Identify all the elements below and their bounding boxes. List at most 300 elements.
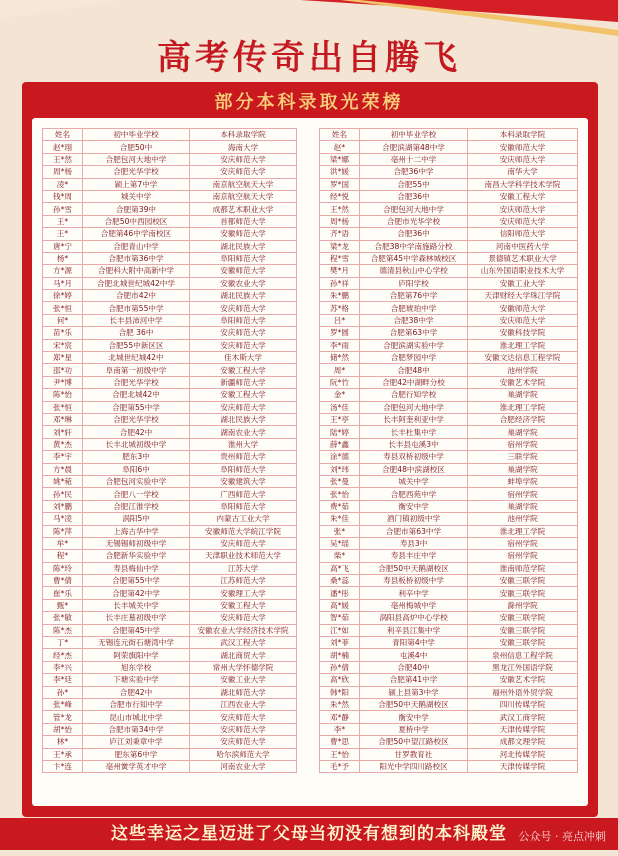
middle-school: 合肥市光华学校 — [360, 215, 468, 227]
student-name: 王*亭 — [320, 413, 360, 425]
table-row — [320, 339, 578, 351]
middle-school: 合肥江淮学校 — [83, 500, 190, 512]
admitted-college: 江西农业大学 — [190, 698, 297, 710]
admitted-college: 安徽三联学院 — [468, 575, 578, 587]
middle-school: 长丰城关中学 — [83, 599, 190, 611]
table-row — [43, 166, 297, 178]
table-row — [43, 327, 297, 339]
student-name: 林* — [43, 736, 83, 748]
admitted-college: 安徽建筑大学 — [190, 475, 297, 487]
student-name: 李*宇 — [43, 451, 83, 463]
admitted-college: 哈尔滨师范大学 — [190, 748, 297, 760]
student-name: 孙*祥 — [320, 277, 360, 289]
table-row — [43, 153, 297, 165]
table-row — [43, 711, 297, 723]
student-name: 姚*菀 — [43, 475, 83, 487]
admitted-college: 湖北民族大学 — [190, 413, 297, 425]
middle-school: 合肥第76中学 — [360, 290, 468, 302]
middle-school: 庐江刘秉章中学 — [83, 736, 190, 748]
student-name: 杨* — [43, 252, 83, 264]
admitted-college: 安徽文达信息工程学院 — [468, 352, 578, 364]
student-name: 桑*蕊 — [320, 575, 360, 587]
table-row — [43, 389, 297, 401]
student-name: 宋*宸 — [43, 339, 83, 351]
table-row — [320, 736, 578, 748]
student-name: 王* — [43, 215, 83, 227]
admitted-college: 湖北师范大学 — [190, 686, 297, 698]
table-row — [43, 513, 297, 525]
middle-school: 合肥55中新区区 — [83, 339, 190, 351]
admitted-college: 江苏师范大学 — [190, 575, 297, 587]
admitted-college: 湖南农业大学 — [190, 426, 297, 438]
student-name: 樊*月 — [320, 265, 360, 277]
admitted-college: 合肥经济学院 — [468, 413, 578, 425]
middle-school: 合肥包河大地中学 — [360, 203, 468, 215]
middle-school: 合肥第41中学 — [360, 674, 468, 686]
table-row — [43, 178, 297, 190]
middle-school: 合肥科大附中高新中学 — [83, 265, 190, 277]
middle-school: 合肥第42中学 — [83, 587, 190, 599]
middle-school: 肥东第6中学 — [83, 748, 190, 760]
admitted-college: 成都艺术职业大学 — [190, 203, 297, 215]
table-row — [320, 661, 578, 673]
admitted-college: 四川传媒学院 — [468, 698, 578, 710]
student-name: 程* — [43, 550, 83, 562]
admitted-college: 安庆师范大学 — [190, 302, 297, 314]
table-row — [320, 240, 578, 252]
table-row — [43, 562, 297, 574]
middle-school: 合肥36中 — [360, 228, 468, 240]
middle-school: 合肥光华学校 — [83, 376, 190, 388]
middle-school: 衡安中学 — [360, 711, 468, 723]
table-row — [43, 698, 297, 710]
admitted-college: 安徽三联学院 — [468, 637, 578, 649]
middle-school: 合肥48中 — [360, 364, 468, 376]
board-subtitle: 部分本科录取光荣榜 — [214, 92, 404, 113]
middle-school: 北城世纪城42中 — [83, 352, 190, 364]
student-name: 凌* — [43, 178, 83, 190]
admitted-college: 安徽师范大学 — [468, 141, 578, 153]
table-row — [43, 723, 297, 735]
table-row — [320, 203, 578, 215]
student-name: 张*曼 — [320, 475, 360, 487]
middle-school: 合肥50中西园校区 — [83, 215, 190, 227]
student-name: 汤*佳 — [320, 401, 360, 413]
middle-school: 合肥42中 — [83, 686, 190, 698]
student-name: 赵* — [320, 141, 360, 153]
admitted-college: 景德镇艺术职业大学 — [468, 252, 578, 264]
middle-school: 合肥第39中 — [83, 203, 190, 215]
table-row — [43, 537, 297, 549]
table-row — [43, 364, 297, 376]
student-name: 王*然 — [320, 203, 360, 215]
middle-school: 阜南第一初级中学 — [83, 364, 190, 376]
admitted-college: 新疆师范大学 — [190, 376, 297, 388]
student-name: 孙* — [43, 686, 83, 698]
student-name: 费*茹 — [320, 500, 360, 512]
admitted-college: 安庆师范大学 — [468, 153, 578, 165]
table-row — [320, 748, 578, 760]
table-row — [320, 537, 578, 549]
admitted-college: 阜阳师范大学 — [190, 463, 297, 475]
student-name: 唐*宁 — [43, 240, 83, 252]
middle-school: 合肥 36中 — [83, 327, 190, 339]
student-name: 李* — [320, 723, 360, 735]
middle-school: 合肥市第63中学 — [360, 525, 468, 537]
page-title: 高考传奇出自腾飞 — [157, 38, 461, 78]
admitted-college: 安徽师范大学 — [190, 228, 297, 240]
student-name: 郑*星 — [43, 352, 83, 364]
middle-school: 颍上县第3中学 — [360, 686, 468, 698]
middle-school: 合肥36中学 — [360, 166, 468, 178]
table-row — [43, 438, 297, 450]
middle-school: 合肥50中望江路校区 — [360, 736, 468, 748]
middle-school: 合肥青山中学 — [83, 240, 190, 252]
table-row — [320, 612, 578, 624]
table-row — [320, 624, 578, 636]
student-name: 丁* — [43, 637, 83, 649]
student-name: 苏*格 — [320, 302, 360, 314]
admitted-college: 安徽工程大学 — [468, 190, 578, 202]
middle-school: 合肥滨湖第48中学 — [360, 141, 468, 153]
student-name: 张*峰 — [43, 698, 83, 710]
student-name: 罗*圆 — [320, 327, 360, 339]
admitted-college: 南昌大学科学技术学院 — [468, 178, 578, 190]
student-name: 孙*民 — [43, 488, 83, 500]
admitted-college: 阜阳师范大学 — [190, 314, 297, 326]
admitted-college: 安庆师范大学 — [190, 537, 297, 549]
admitted-college: 宿州学院 — [468, 550, 578, 562]
middle-school: 酒门镇初级中学 — [360, 513, 468, 525]
admitted-college: 安徽三联学院 — [468, 587, 578, 599]
admitted-college: 安庆师范大学 — [190, 401, 297, 413]
table-row — [320, 413, 578, 425]
table-row — [43, 376, 297, 388]
middle-school: 合肥新华实验中学 — [83, 550, 190, 562]
account-watermark: 公众号 · 亮点冲刺 — [518, 830, 606, 843]
admitted-college: 淮北理工学院 — [468, 339, 578, 351]
admitted-college: 安徽工业大学 — [468, 277, 578, 289]
admitted-college: 广西师范大学 — [190, 488, 297, 500]
student-name: 钱*周 — [43, 190, 83, 202]
middle-school: 长丰北城初级中学 — [83, 438, 190, 450]
table-row — [43, 451, 297, 463]
middle-school: 合肥市第36中学 — [83, 252, 190, 264]
table-row — [320, 550, 578, 562]
admitted-college: 巢湖学院 — [468, 463, 578, 475]
table-row — [320, 525, 578, 537]
column-header: 姓名 — [43, 129, 83, 141]
admitted-college: 湖北民族大学 — [190, 240, 297, 252]
student-name: 王*承 — [43, 748, 83, 760]
table-row — [320, 314, 578, 326]
table-row — [320, 451, 578, 463]
middle-school: 肥东3中 — [83, 451, 190, 463]
student-name: 陈*怡 — [43, 389, 83, 401]
admitted-college: 天津财经大学珠江学院 — [468, 290, 578, 302]
table-row — [43, 525, 297, 537]
admitted-college: 湖北商贸大学 — [190, 649, 297, 661]
table-row — [320, 500, 578, 512]
table-row — [320, 302, 578, 314]
student-name: 卞*连 — [43, 760, 83, 772]
table-row — [43, 661, 297, 673]
column-header: 本科录取学院 — [468, 129, 578, 141]
admitted-college: 河北传媒学院 — [468, 748, 578, 760]
table-row — [320, 290, 578, 302]
table-row — [320, 686, 578, 698]
middle-school: 青阳第4中学 — [360, 637, 468, 649]
table-row — [320, 463, 578, 475]
table-row — [43, 413, 297, 425]
left-admission-table — [42, 128, 297, 773]
table-row — [43, 550, 297, 562]
table-header-row — [43, 129, 297, 141]
middle-school: 合肥50中天鹅湖校区 — [360, 698, 468, 710]
admitted-college: 安徽师范大学 — [468, 302, 578, 314]
admitted-college: 海南大学 — [190, 141, 297, 153]
table-row — [43, 624, 297, 636]
admitted-college: 安庆师范大学 — [190, 327, 297, 339]
middle-school: 利辛县江集中学 — [360, 624, 468, 636]
admitted-college: 武汉工商学院 — [468, 711, 578, 723]
student-name: 高*欣 — [320, 674, 360, 686]
student-name: 曹*思 — [320, 736, 360, 748]
table-row — [320, 190, 578, 202]
student-name: 储*然 — [320, 352, 360, 364]
table-row — [320, 698, 578, 710]
table-row — [320, 513, 578, 525]
table-row — [320, 562, 578, 574]
admitted-college: 南京航空航天大学 — [190, 190, 297, 202]
table-row — [320, 426, 578, 438]
student-name: 刘*菲 — [320, 637, 360, 649]
middle-school: 合肥50中天鹅湖校区 — [360, 562, 468, 574]
middle-school: 合肥第46中学南校区 — [83, 228, 190, 240]
table-row — [43, 736, 297, 748]
student-name: 周* — [320, 364, 360, 376]
table-row — [43, 488, 297, 500]
student-name: 陈*萍 — [43, 525, 83, 537]
middle-school: 合肥北城世纪城42中学 — [83, 277, 190, 289]
middle-school: 庐阳学校 — [360, 277, 468, 289]
middle-school: 合肥北城42中 — [83, 389, 190, 401]
admitted-college: 安庆师范大学 — [468, 215, 578, 227]
student-name: 方*源 — [43, 265, 83, 277]
student-name: 邵*功 — [43, 364, 83, 376]
admitted-college: 南京航空航天大学 — [190, 178, 297, 190]
table-row — [320, 228, 578, 240]
student-name: 张*恒 — [43, 401, 83, 413]
admitted-college: 安徽艺术学院 — [468, 674, 578, 686]
admitted-college: 河南中医药大学 — [468, 240, 578, 252]
middle-school: 合肥滨湖实验中学 — [360, 339, 468, 351]
admitted-college: 泉州信息工程学院 — [468, 649, 578, 661]
student-name: 涂*德 — [320, 451, 360, 463]
middle-school: 合肥光华学校 — [83, 413, 190, 425]
admitted-college: 淮州大学 — [190, 438, 297, 450]
student-name: 程*雪 — [320, 252, 360, 264]
student-name: 尹*博 — [43, 376, 83, 388]
table-row — [43, 500, 297, 512]
table-row — [43, 575, 297, 587]
admitted-college: 安庆师范大学 — [190, 736, 297, 748]
middle-school: 合肥市第34中学 — [83, 723, 190, 735]
table-row — [320, 587, 578, 599]
column-header: 初中毕业学校 — [360, 129, 468, 141]
student-name: 高*飞 — [320, 562, 360, 574]
middle-school: 合肥第45中学森林城校区 — [360, 252, 468, 264]
table-row — [43, 352, 297, 364]
table-row — [320, 599, 578, 611]
footer-slogan: 这些幸运之星迈进了父母当初没有想到的本科殿堂 — [0, 818, 618, 850]
student-name: 马*月 — [43, 277, 83, 289]
table-header-row — [320, 129, 578, 141]
student-name: 管*龙 — [43, 711, 83, 723]
middle-school: 合肥36中 — [360, 190, 468, 202]
admitted-college: 安庆师范大学 — [190, 723, 297, 735]
student-name: 高*媛 — [320, 599, 360, 611]
student-name: 崔*乐 — [43, 587, 83, 599]
table-row — [43, 426, 297, 438]
student-name: 吴*瑶 — [320, 537, 360, 549]
middle-school: 寿县双桥初级中学 — [360, 451, 468, 463]
admitted-college: 淮北理工学院 — [468, 401, 578, 413]
table-row — [43, 141, 297, 153]
student-name: 齐*语 — [320, 228, 360, 240]
middle-school: 下塘实验中学 — [83, 674, 190, 686]
admitted-college: 安徽农业大学经济技术学院 — [190, 624, 297, 636]
table-row — [43, 265, 297, 277]
admitted-college: 内蒙古工业大学 — [190, 513, 297, 525]
student-name: 马*凌 — [43, 513, 83, 525]
middle-school: 合肥42中湖畔分校 — [360, 376, 468, 388]
table-row — [320, 389, 578, 401]
middle-school: 合肥第55中学 — [83, 575, 190, 587]
middle-school: 合肥包河大地中学 — [83, 153, 190, 165]
admitted-college: 山东外国语职业技术大学 — [468, 265, 578, 277]
middle-school: 亳州梅城中学 — [360, 599, 468, 611]
middle-school: 上海古华中学 — [83, 525, 190, 537]
admitted-college: 江苏大学 — [190, 562, 297, 574]
table-row — [320, 352, 578, 364]
admitted-college: 池州学院 — [468, 513, 578, 525]
middle-school: 城关中学 — [360, 475, 468, 487]
table-row — [320, 376, 578, 388]
student-name: 陆*婷 — [320, 426, 360, 438]
middle-school: 城关中学 — [83, 190, 190, 202]
middle-school: 德清县秋山中心学校 — [360, 265, 468, 277]
middle-school: 旭东学校 — [83, 661, 190, 673]
student-name: 智*茹 — [320, 612, 360, 624]
admitted-college: 安徽科技学院 — [468, 327, 578, 339]
admitted-college: 巢湖学院 — [468, 426, 578, 438]
admitted-college: 武汉工程大学 — [190, 637, 297, 649]
middle-school: 合肥38中学 — [360, 314, 468, 326]
middle-school: 长丰阿奎利亚中学 — [360, 413, 468, 425]
admitted-college: 淮北理工学院 — [468, 525, 578, 537]
middle-school: 合肥光华学校 — [83, 166, 190, 178]
middle-school: 阿荣旗阳中学 — [83, 649, 190, 661]
table-row — [320, 475, 578, 487]
table-row — [320, 723, 578, 735]
admitted-college: 三联学院 — [468, 451, 578, 463]
student-name: 胡*怡 — [43, 723, 83, 735]
admitted-college: 宿州学院 — [468, 488, 578, 500]
admitted-college: 南华大学 — [468, 166, 578, 178]
middle-school: 衡安中学 — [360, 500, 468, 512]
table-row — [320, 141, 578, 153]
admitted-college: 天津传媒学院 — [468, 723, 578, 735]
table-row — [43, 252, 297, 264]
middle-school: 合肥市行知中学 — [83, 698, 190, 710]
student-name: 洪*媛 — [320, 166, 360, 178]
middle-school: 昆山市城北中学 — [83, 711, 190, 723]
middle-school: 长丰庄墓初级中学 — [83, 612, 190, 624]
middle-school: 合肥50中 — [83, 141, 190, 153]
middle-school: 合肥梦园中学 — [360, 352, 468, 364]
middle-school: 寿县梅仙中学 — [83, 562, 190, 574]
student-name: 陈*玲 — [43, 562, 83, 574]
table-row — [320, 364, 578, 376]
admitted-college: 湖北民族大学 — [190, 290, 297, 302]
admitted-college: 首都师范大学 — [190, 215, 297, 227]
admitted-college: 巢湖学院 — [468, 500, 578, 512]
student-name: 王* — [43, 228, 83, 240]
middle-school: 长丰杜集中学 — [360, 426, 468, 438]
table-row — [320, 327, 578, 339]
middle-school: 阳光中学四川路校区 — [360, 760, 468, 772]
student-name: 陈*杰 — [43, 624, 83, 636]
student-name: 李*雨 — [320, 339, 360, 351]
middle-school: 合肥第63中学 — [360, 327, 468, 339]
student-name: 李*兴 — [43, 661, 83, 673]
admitted-college: 阜阳师范大学 — [190, 500, 297, 512]
column-header: 初中毕业学校 — [83, 129, 190, 141]
table-row — [320, 575, 578, 587]
admitted-college: 佳木斯大学 — [190, 352, 297, 364]
table-row — [43, 240, 297, 252]
student-name: 何* — [43, 314, 83, 326]
student-name: 李*廷 — [43, 674, 83, 686]
table-row — [320, 265, 578, 277]
table-row — [320, 215, 578, 227]
table-row — [320, 649, 578, 661]
table-row — [320, 166, 578, 178]
middle-school: 合肥行知学校 — [360, 389, 468, 401]
admitted-college: 贵州师范大学 — [190, 451, 297, 463]
student-name: 吕* — [320, 314, 360, 326]
admitted-college: 安徽三联学院 — [468, 612, 578, 624]
admitted-college: 安庆师范大学 — [468, 314, 578, 326]
student-name: 经*悦 — [320, 190, 360, 202]
middle-school: 寿县3中 — [360, 537, 468, 549]
table-row — [43, 463, 297, 475]
middle-school: 利辛中学 — [360, 587, 468, 599]
table-row — [43, 290, 297, 302]
middle-school: 合肥包河实验中学 — [83, 475, 190, 487]
admitted-college: 宿州学院 — [468, 438, 578, 450]
middle-school: 合肥西苑中学 — [360, 488, 468, 500]
table-row — [320, 438, 578, 450]
student-name: 潘*彤 — [320, 587, 360, 599]
middle-school: 涡阳5中 — [83, 513, 190, 525]
admitted-college: 黑龙江外国语学院 — [468, 661, 578, 673]
admitted-college: 常州大学怀德学院 — [190, 661, 297, 673]
student-name: 周*杨 — [320, 215, 360, 227]
table-row — [43, 649, 297, 661]
student-name: 江*如 — [320, 624, 360, 636]
